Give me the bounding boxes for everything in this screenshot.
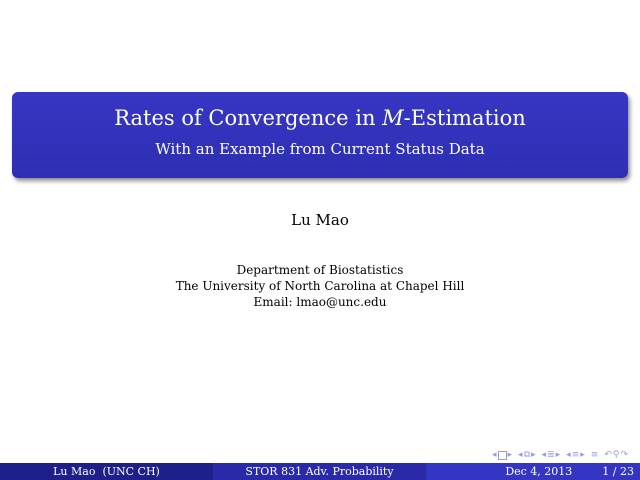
- slide-footer: [0, 463, 640, 480]
- frame-prev-icon[interactable]: ◂: [491, 450, 497, 460]
- search-forward-icon[interactable]: ↷: [620, 450, 628, 460]
- align-nav: [591, 450, 599, 460]
- email-line: Email: lmao@unc.edu: [253, 295, 387, 309]
- title-math-symbol: M: [382, 106, 404, 130]
- footer-date: Dec 4, 2013: [505, 465, 573, 478]
- subsubsection-nav: [566, 450, 585, 460]
- section-icon: ≣: [547, 450, 555, 460]
- footer-course-text: STOR 831 Adv. Probability: [245, 465, 394, 478]
- institute-line: The University of North Carolina at Chapel Hill: [175, 279, 465, 293]
- section-next-icon[interactable]: ▸: [555, 450, 561, 460]
- beamer-navigation-bar: [492, 448, 628, 462]
- title-block: [12, 92, 628, 178]
- subsubsection-next-icon[interactable]: ▸: [580, 450, 585, 460]
- subsection-prev-icon[interactable]: ◂: [518, 450, 523, 460]
- slide-subtitle: With an Example from Current Status Data: [155, 140, 485, 158]
- subsection-nav: [518, 450, 536, 460]
- slide-title: [12, 105, 628, 131]
- footer-page-number: 1 / 23: [602, 465, 634, 478]
- footer-author-text: Lu Mao (UNC CH): [53, 465, 160, 478]
- author-name: Lu Mao: [291, 211, 349, 229]
- footer-date-page: [426, 463, 640, 480]
- institute-line: Department of Biostatistics: [236, 263, 404, 277]
- search-back-icon[interactable]: ↶: [604, 450, 612, 460]
- subsubsection-icon: ≡: [571, 450, 580, 460]
- institute-block: [0, 262, 640, 310]
- frame-nav: [492, 450, 512, 460]
- subsubsection-prev-icon[interactable]: ◂: [566, 450, 571, 460]
- subsection-next-icon[interactable]: ▸: [531, 450, 536, 460]
- footer-author: [0, 463, 213, 480]
- search-icon[interactable]: ⚲: [612, 450, 620, 460]
- section-nav: [542, 450, 561, 460]
- frame-icon: [498, 451, 507, 460]
- footer-course: [213, 463, 426, 480]
- frame-next-icon[interactable]: ▸: [507, 450, 513, 460]
- align-icon[interactable]: ≡: [590, 450, 599, 460]
- title-text-pre: Rates of Convergence in: [114, 106, 383, 130]
- section-prev-icon[interactable]: ◂: [541, 450, 547, 460]
- subsection-icon: ⧉: [523, 450, 531, 460]
- title-text-post: -Estimation: [403, 106, 526, 130]
- search-nav: [604, 450, 628, 460]
